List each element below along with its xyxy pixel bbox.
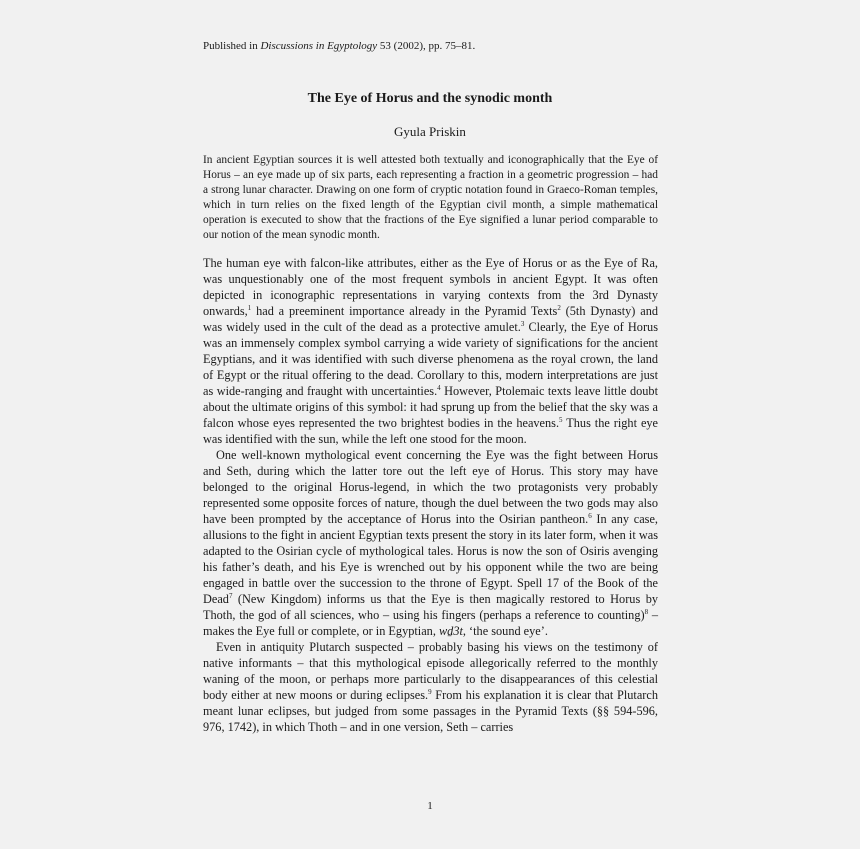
paragraph bbox=[203, 447, 658, 639]
text-run: Even in antiquity Plutarch suspected – probably basing his views on the testimony of native informants – that this mythological episode allegorically referred to the monthly waning of the moon, or perhaps more particularly to the disappearances of this celestial body either at new moons or during eclipses. bbox=[203, 640, 658, 702]
page-number: 1 bbox=[427, 800, 433, 812]
footnote-ref[interactable]: 7 bbox=[228, 591, 233, 600]
text-run: Thus the right eye was identified with the sun, while the left one stood for the moon. bbox=[203, 416, 659, 446]
text-run: However, Ptolemaic texts leave little doubt about the ultimate origins of this symbol: it had sprung up from the belief that the sky was a falcon whose eyes represented the two brightest bodies in the heavens. bbox=[203, 384, 658, 430]
footnote-ref[interactable]: 4 bbox=[437, 383, 441, 392]
footnote-ref[interactable]: 1 bbox=[247, 303, 252, 312]
text-run: One well-known mythological event concerning the Eye was the fight between Horus and Seth, during which the latter tore out the left eye of Horus. This story may have belonged to the original Horus-legend, in which the two protagonists very probably represented some opposite forces of nature, though the duel between the two gods may also have been prompted by the acceptance of Horus into the Osirian pantheon. bbox=[203, 448, 658, 526]
text-run: (5th Dynasty) and was widely used in the cult of the dead as a protective amulet. bbox=[203, 304, 658, 334]
footnote-ref[interactable]: 8 bbox=[644, 607, 649, 616]
text-run: – makes the Eye full or complete, or in Egyptian, bbox=[203, 608, 658, 638]
text-run: From his explanation it is clear that Plutarch meant lunar eclipses, but judged from some passages in the Pyramid Texts (§§ 594-596, 976, 1742), in which Thoth – and in one version, Seth – carries bbox=[203, 688, 658, 734]
publication-prefix: Published in bbox=[203, 40, 261, 52]
text-run: had a preeminent importance already in the Pyramid Texts bbox=[251, 304, 558, 318]
author-name: Gyula Priskin bbox=[394, 124, 466, 139]
text-run: (New Kingdom) informs us that the Eye is then magically restored to Horus by Thoth, the god of all sciences, who – using his fingers (perhaps a reference to counting) bbox=[203, 592, 658, 622]
paragraph bbox=[203, 639, 658, 735]
footnote-ref[interactable]: 6 bbox=[588, 511, 592, 520]
body-text bbox=[203, 255, 658, 735]
text-run: , ‘the sound eye’. bbox=[462, 624, 548, 638]
text-run: Clearly, the Eye of Horus was an immensely complex symbol carrying a wide variety of significations for the ancient Egyptians, and it was identified with such diverse phenomena as the royal crown, the land of Egypt or the ritual offering to the dead. Corollary to this, modern interpretations are just as wide-ranging and fraught with uncertainties. bbox=[203, 320, 658, 398]
egyptian-term: wḏ3t bbox=[438, 624, 463, 638]
journal-name: Discussions in Egyptology bbox=[260, 40, 378, 52]
abstract: In ancient Egyptian sources it is well attested both textually and iconographically that the Eye of Horus – an eye made up of six parts, each representing a fraction in a geometric progression – had a strong lunar character. Drawing on one form of cryptic notation found in Graeco-Roman temples, which in turn relies on the fixed length of the Egyptian civil month, a simple mathematical operation is executed to show that the fractions of the Eye signified a lunar period comparable to our notion of the mean synodic month. bbox=[203, 154, 658, 241]
paragraph bbox=[203, 255, 658, 447]
paper-title: The Eye of Horus and the synodic month bbox=[307, 91, 553, 106]
footnote-ref[interactable]: 5 bbox=[559, 415, 563, 424]
text-run: The human eye with falcon-like attributes, either as the Eye of Horus or as the Eye of Ra, was unquestionably one of the most frequent symbols in ancient Egypt. It was often depicted in iconographic representations in varying contexts from the 3rd Dynasty onwards, bbox=[203, 256, 658, 318]
publication-suffix: 53 (2002), pp. 75–81. bbox=[377, 40, 476, 52]
footnote-ref[interactable]: 3 bbox=[520, 319, 525, 328]
footnote-ref[interactable]: 9 bbox=[428, 687, 432, 696]
footnote-ref[interactable]: 2 bbox=[557, 303, 561, 312]
text-run: In any case, allusions to the fight in ancient Egyptian texts present the story in its later form, when it was adapted to the Osirian cycle of mythological tales. Horus is now the son of Osiris avenging his father’s death, and his Eye is wrenched out by his opponent while the two are being engaged in battle over the succession to the throne of Egypt. Spell 17 of the Book of the Dead bbox=[203, 512, 658, 606]
publication-note bbox=[203, 40, 475, 52]
